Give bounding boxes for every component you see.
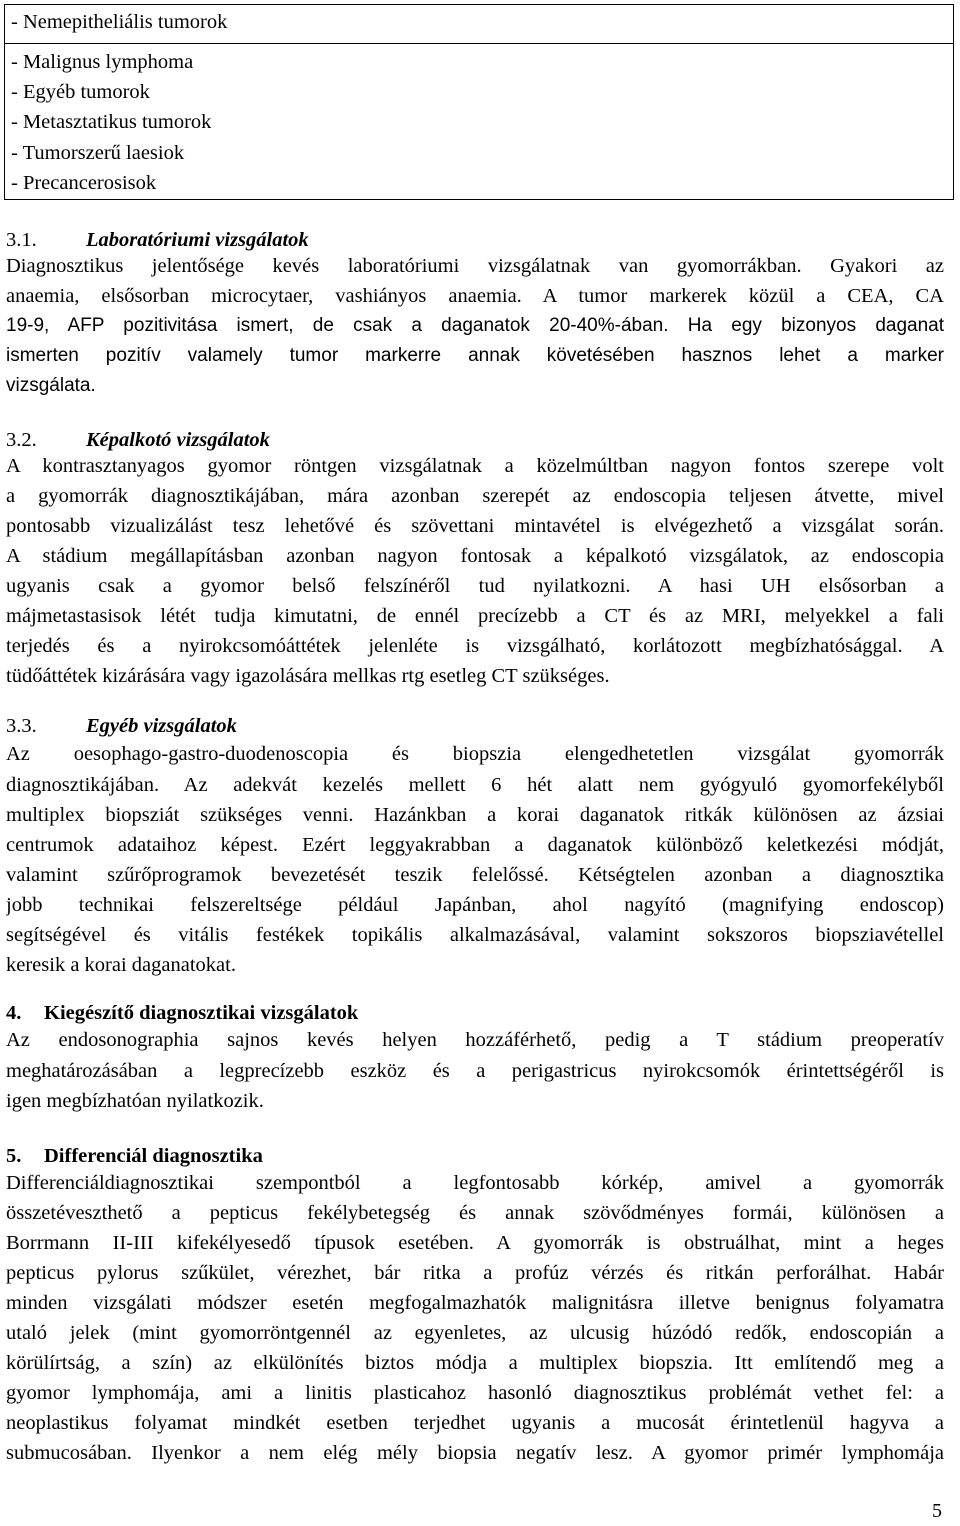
paragraph-line: A kontrasztanyagos gyomor röntgen vizsgálatnak a közelmúltban nagyon fontos szerepe volt — [6, 455, 944, 477]
paragraph-line: pontosabb vizualizálást tesz lehetővé és szövettani mintavétel is elvégezhető a vizsgálat során. — [6, 515, 944, 537]
section-number: 3.1. — [6, 229, 37, 251]
paragraph-line: tüdőáttétek kizárására vagy igazolására mellkas rtg esetleg CT szükséges. — [6, 665, 610, 687]
paragraph-line: submucosában. Ilyenkor a nem elég mély biopsia negatív lesz. A gyomor primér lymphomája — [6, 1442, 944, 1464]
paragraph-line: multiplex biopsziát szükséges venni. Hazánkban a korai daganatok ritkák különösen az ázsiai — [6, 804, 944, 826]
paragraph-line: a gyomorrák diagnosztikájában, mára azonban szerepét az endoscopia teljesen átvette, mivel — [6, 485, 944, 507]
section-title: Képalkotó vizsgálatok — [86, 429, 270, 451]
section-heading-laboratory — [6, 227, 309, 253]
list-item: - Precancerosisok — [11, 172, 157, 194]
paragraph-line: Az endosonographia sajnos kevés helyen hozzáférhető, pedig a T stádium preoperatív — [6, 1029, 944, 1051]
paragraph-line: májmetastasisok létét tudja kimutatni, de ennél precízebb a CT és az MRI, melyekkel a fali — [6, 605, 944, 627]
paragraph-line: körülírtság, a szín) az elkülönítés biztos módja a multiplex biopszia. Itt említendő meg a — [6, 1352, 944, 1374]
paragraph-line: anaemia, elsősorban microcytaer, vashiányos anaemia. A tumor markerek közül a CEA, CA — [6, 285, 944, 307]
list-item: - Egyéb tumorok — [11, 81, 150, 103]
paragraph-line: ismerten pozitív valamely tumor markerre annak követésében hasznos lehet a marker — [6, 345, 944, 366]
page-number: 5 — [932, 1500, 942, 1522]
list-separator — [5, 43, 953, 44]
paragraph-line: gyomor lymphomája, ami a linitis plasticahoz hasonló diagnosztikus problémát vethet fel: a — [6, 1382, 944, 1404]
paragraph-line: diagnosztikájában. Az adekvát kezelés mellett 6 hét alatt nem gyógyuló gyomorfekélyből — [6, 774, 944, 796]
section-heading-differential — [6, 1143, 263, 1169]
paragraph-line: ugyanis csak a gyomor belső felszínéről tud nyilatkozni. A hasi UH elsősorban a — [6, 575, 944, 597]
section-number: 3.2. — [6, 429, 37, 451]
list-item: - Tumorszerű laesiok — [11, 142, 185, 164]
section-number: 4. — [6, 1002, 22, 1024]
section-heading-other-exams — [6, 713, 237, 739]
paragraph-line: vizsgálata. — [6, 375, 96, 396]
paragraph-line: minden vizsgálati módszer esetén megfogalmazhatók malignitásra illetve benignus folyamatra — [6, 1292, 944, 1314]
paragraph-line: igen megbízhatóan nyilatkozik. — [6, 1090, 264, 1112]
paragraph-line: segítségével és vitális festékek topikális alkalmazásával, valamint sokszoros biopsziavétellel — [6, 924, 944, 946]
section-number: 3.3. — [6, 715, 37, 737]
paragraph-line: valamint szűrőprogramok bevezetését teszik felelőssé. Kétségtelen azonban a diagnosztika — [6, 864, 944, 886]
paragraph-line: pepticus pylorus szűkület, vérezhet, bár ritka a profúz vérzés és ritkán perforálhat. Habár — [6, 1262, 944, 1284]
section-title: Laboratóriumi vizsgálatok — [86, 229, 309, 251]
section-heading-supplementary — [6, 1000, 358, 1026]
section-title: Kiegészítő diagnosztikai vizsgálatok — [44, 1002, 359, 1024]
paragraph-line: Borrmann II-III kifekélyesedő típusok esetében. A gyomorrák is obstruálhat, mint a heges — [6, 1232, 944, 1254]
paragraph-line: Differenciáldiagnosztikai szempontból a legfontosabb kórkép, amivel a gyomorrák — [6, 1172, 944, 1194]
paragraph-line: összetéveszthető a pepticus fekélybetegség és annak szövődményes formái, különösen a — [6, 1202, 944, 1224]
section-number: 5. — [6, 1145, 22, 1167]
section-heading-imaging — [6, 427, 270, 453]
section-title: Differenciál diagnosztika — [44, 1145, 263, 1167]
list-item: - Malignus lymphoma — [11, 51, 194, 73]
paragraph-line: keresik a korai daganatokat. — [6, 954, 236, 976]
paragraph-line: Diagnosztikus jelentősége kevés laboratóriumi vizsgálatnak van gyomorrákban. Gyakori az — [6, 255, 944, 277]
tumor-type-list — [4, 4, 954, 200]
paragraph-line: utaló jelek (mint gyomorröntgennél az egyenletes, az ulcusig húzódó redők, endoscopián a — [6, 1322, 944, 1344]
list-item: - Metasztatikus tumorok — [11, 111, 212, 133]
paragraph-line: meghatározásában a legprecízebb eszköz és a perigastricus nyirokcsomók érintettségéről is — [6, 1060, 944, 1082]
paragraph-line: neoplastikus folyamat mindkét esetben terjedhet ugyanis a mucosát érintetlenül hagyva a — [6, 1412, 944, 1434]
paragraph-line: terjedés és a nyirokcsomóáttétek jelenléte is vizsgálható, korlátozott megbízhatósággal. A — [6, 635, 944, 657]
list-item: - Nemepitheliális tumorok — [11, 11, 228, 33]
section-title: Egyéb vizsgálatok — [86, 715, 237, 737]
paragraph-line: centrumok adataihoz képest. Ezért leggyakrabban a daganatok különböző keletkezési módját, — [6, 834, 944, 856]
paragraph-line: jobb technikai felszereltsége például Japánban, ahol nagyító (magnifying endoscop) — [6, 894, 944, 916]
paragraph-line: A stádium megállapításban azonban nagyon fontosak a képalkotó vizsgálatok, az endoscopia — [6, 545, 944, 567]
paragraph-line: Az oesophago-gastro-duodenoscopia és biopszia elengedhetetlen vizsgálat gyomorrák — [6, 743, 944, 765]
paragraph-line: 19-9, AFP pozitivitása ismert, de csak a daganatok 20-40%-ában. Ha egy bizonyos daganat — [6, 315, 944, 336]
